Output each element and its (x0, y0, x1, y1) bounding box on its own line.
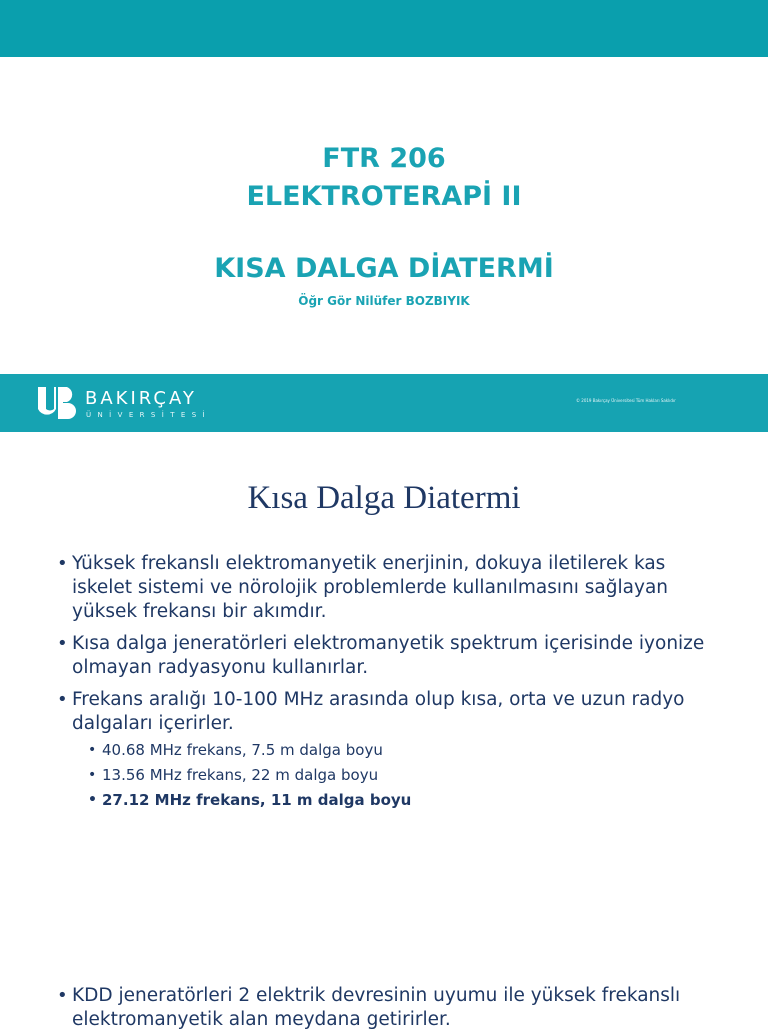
bullet-item (57, 688, 712, 736)
topic-title: KISA DALGA DİATERMİ (214, 253, 554, 284)
author-name: Öğr Gör Nilüfer BOZBIYIK (298, 294, 470, 308)
bullet-dot: • (88, 742, 97, 758)
bullet-dot: • (88, 792, 97, 808)
bullet-text: KDD jeneratörleri 2 elektrik devresinin uyumu ile yüksek frekanslı elektromanyetik alan meydana getirirler. (72, 985, 681, 1030)
footer-bar (0, 374, 768, 432)
sub-bullet-text: 40.68 MHz frekans, 7.5 m dalga boyu (102, 741, 383, 759)
copyright-text: © 2019 Bakırçay Üniversitesi Tüm Hakları Saklıdır (576, 398, 676, 403)
slide-title: Kısa Dalga Diatermi (247, 480, 521, 516)
bullet-dot: • (57, 553, 68, 574)
bakircay-logo-icon (36, 385, 76, 421)
top-accent-bar (0, 0, 768, 57)
content-slide (0, 432, 768, 1030)
sub-bullet-item (88, 763, 702, 788)
sub-bullet-text: 13.56 MHz frekans, 22 m dalga boyu (102, 766, 379, 784)
logo-name: BAKIRÇAY (85, 388, 197, 409)
logo-subtitle: ÜNİVERSİTESİ (86, 411, 212, 419)
bullet-item (57, 984, 712, 1032)
bullet-text: Kısa dalga jeneratörleri elektromanyetik spektrum içerisinde iyonize olmayan radyasyonu kullanırlar. (72, 633, 705, 678)
bullet-dot: • (57, 633, 68, 654)
sub-bullet-item-highlighted (88, 788, 702, 813)
bullet-item (57, 632, 712, 680)
sub-bullet-item (88, 738, 702, 763)
course-code: FTR 206 (322, 143, 446, 174)
bullet-dot: • (57, 689, 68, 710)
bullet-dot: • (88, 767, 97, 783)
title-slide (0, 0, 768, 432)
bullet-dot: • (57, 985, 68, 1006)
sub-bullet-text: 27.12 MHz frekans, 11 m dalga boyu (102, 791, 412, 809)
course-name: ELEKTROTERAPİ II (246, 181, 522, 212)
title-block (0, 140, 768, 312)
bullet-text: Yüksek frekanslı elektromanyetik enerjinin, dokuya iletilerek kas iskelet sistemi ve nörolojik problemlerde kullanılmasını sağlayan yüksek frekansı bir akımdır. (72, 553, 669, 622)
bullet-item (57, 552, 712, 624)
bullet-text: Frekans aralığı 10-100 MHz arasında olup kısa, orta ve uzun radyo dalgaları içerirler. (72, 689, 685, 734)
